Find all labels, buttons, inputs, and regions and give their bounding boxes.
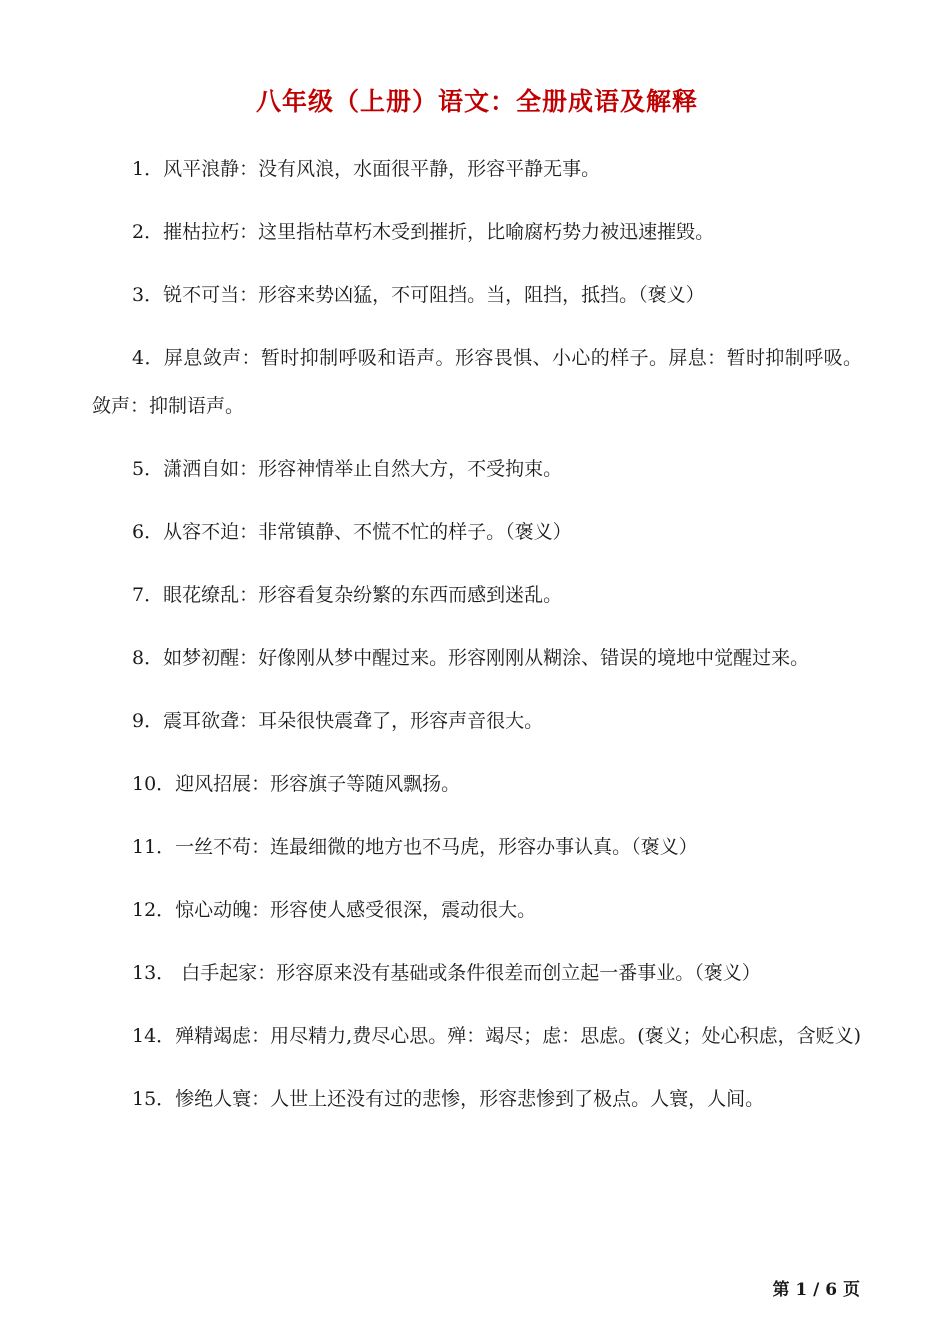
idiom-entry: 4．屏息敛声：暂时抑制呼吸和语声。形容畏惧、小心的样子。屏息：暂时抑制呼吸。敛声：抑制语声。: [92, 347, 862, 417]
idiom-entry: 9．震耳欲聋：耳朵很快震聋了，形容声音很大。: [132, 710, 544, 732]
idiom-entry: 6．从容不迫：非常镇静、不慌不忙的样子。（褒义）: [132, 521, 572, 543]
page-number: 第 1 / 6 页: [772, 1280, 860, 1300]
idiom-entry: 14．殚精竭虑：用尽精力,费尽心思。殚：竭尽；虑：思虑。(褒义；处心积虑，含贬义): [132, 1025, 862, 1047]
idiom-entry: 7．眼花缭乱：形容看复杂纷繁的东西而感到迷乱。: [132, 584, 563, 606]
idiom-entry: 13． 白手起家：形容原来没有基础或条件很差而创立起一番事业。（褒义）: [132, 962, 761, 984]
idiom-entry: 15．惨绝人寰：人世上还没有过的悲惨，形容悲惨到了极点。人寰，人间。: [132, 1088, 765, 1110]
idiom-entry: 3．锐不可当：形容来势凶猛，不可阻挡。当，阻挡，抵挡。（褒义）: [132, 284, 705, 306]
idiom-entry: 12．惊心动魄：形容使人感受很深，震动很大。: [132, 899, 537, 921]
idiom-entry: 2．摧枯拉朽：这里指枯草朽木受到摧折，比喻腐朽势力被迅速摧毁。: [132, 221, 715, 243]
idiom-entry: 8．如梦初醒：好像刚从梦中醒过来。形容刚刚从糊涂、错误的境地中觉醒过来。: [132, 647, 810, 669]
idiom-entry: 5．潇洒自如：形容神情举止自然大方，不受拘束。: [132, 458, 563, 480]
document-page: [92, 80, 862, 1138]
idiom-list: [92, 145, 862, 1123]
idiom-entry: 10．迎风招展：形容旗子等随风飘扬。: [132, 773, 461, 795]
idiom-entry: 11．一丝不苟：连最细微的地方也不马虎，形容办事认真。（褒义）: [132, 836, 698, 858]
idiom-entry: 1．风平浪静：没有风浪，水面很平静，形容平静无事。: [132, 158, 601, 180]
document-title: 八年级（上册）语文：全册成语及解释: [255, 87, 698, 116]
